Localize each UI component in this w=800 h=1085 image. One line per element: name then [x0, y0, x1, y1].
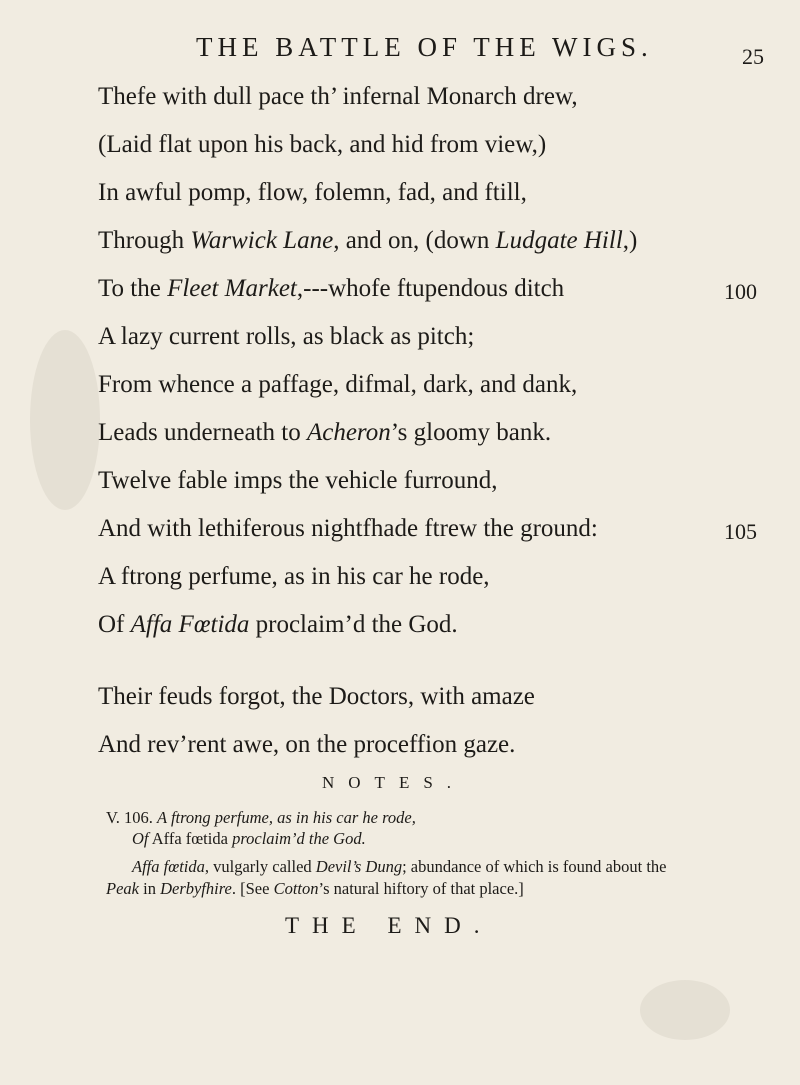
verse-line: [98, 515, 598, 543]
page-stain: [640, 980, 730, 1040]
text-run: And rev’rent awe, on the proceffion gaze.: [98, 731, 516, 758]
verse-line: [98, 131, 546, 159]
text-run: V. 106.: [106, 808, 158, 827]
verse-line: [98, 227, 637, 255]
page-number: 25: [742, 44, 764, 69]
verse-line: [98, 467, 498, 495]
italic-text: Devil’s Dung: [315, 857, 403, 876]
verse-line: [98, 179, 527, 207]
text-run: Twelve fable imps the vehicle furround,: [98, 467, 498, 494]
page-stain: [30, 330, 100, 510]
text-run: Of: [98, 611, 131, 638]
text-run: (Laid flat upon his back, and hid from view,): [98, 131, 547, 158]
text-run: Leads underneath to: [98, 419, 307, 446]
verse-line: [98, 731, 515, 759]
verse-line: [98, 419, 551, 447]
text-run: , and on, (down: [333, 227, 496, 254]
running-head: THE BATTLE OF THE WIGS.: [196, 32, 653, 62]
the-end: THE END.: [285, 913, 493, 938]
note-line: [132, 857, 666, 877]
text-run: ,): [622, 227, 638, 254]
text-run: ; abundance of which is found about the: [402, 857, 667, 876]
italic-text: Cotton: [273, 879, 319, 898]
text-run: Their feuds forgot, the Doctors, with amaze: [98, 683, 535, 710]
text-run: ’s gloomy bank.: [390, 419, 552, 446]
text-run: proclaim’d the God.: [249, 611, 458, 638]
verse-line: [98, 683, 535, 711]
italic-text: Affa Fœtida: [130, 611, 250, 638]
italic-text: Peak: [106, 879, 139, 898]
italic-text: Of: [132, 829, 149, 848]
italic-text: Warwick Lane: [190, 227, 334, 254]
text-run: A lazy current rolls, as black as pitch;: [98, 323, 475, 350]
text-run: Thefe with dull pace th’ infernal Monarch drew,: [98, 83, 578, 110]
text-run: And with lethiferous nightfhade ftrew the ground:: [98, 515, 598, 542]
verse-line: [98, 275, 564, 303]
note-line: [132, 829, 366, 849]
verse-line: [98, 611, 458, 639]
text-run: ,---whofe ftupendous ditch: [296, 275, 565, 302]
verse-line: [98, 83, 578, 111]
note-line: [106, 879, 524, 899]
verse-line: [98, 371, 577, 399]
italic-text: Acheron: [306, 419, 391, 446]
italic-text: Ludgate Hill: [495, 227, 623, 254]
line-number: 105: [724, 519, 757, 544]
notes-heading: NOTES.: [322, 773, 466, 792]
text-run: To the: [98, 275, 168, 302]
italic-text: Fleet Market: [167, 275, 297, 302]
text-run: . [See: [231, 879, 274, 898]
verse-line: [98, 563, 490, 591]
italic-text: Derbyfhire: [160, 879, 232, 898]
verse-line: [98, 323, 474, 351]
note-line: [106, 808, 416, 828]
line-number: 100: [724, 279, 757, 304]
text-run: Through: [98, 227, 191, 254]
text-run: ’s natural hiftory of that place.]: [318, 879, 524, 898]
italic-text: Affa fœtida: [132, 857, 205, 876]
italic-text: proclaim’d the God.: [232, 829, 366, 848]
italic-text: A ftrong perfume, as in his car he rode,: [157, 808, 416, 827]
text-run: From whence a paffage, difmal, dark, and dank,: [98, 371, 578, 398]
text-run: Affa fœtida: [148, 829, 233, 848]
text-run: A ftrong perfume, as in his car he rode,: [98, 563, 490, 590]
text-run: , vulgarly called: [204, 857, 316, 876]
text-run: In awful pomp, flow, folemn, fad, and ftill,: [98, 179, 527, 206]
text-run: in: [138, 879, 161, 898]
